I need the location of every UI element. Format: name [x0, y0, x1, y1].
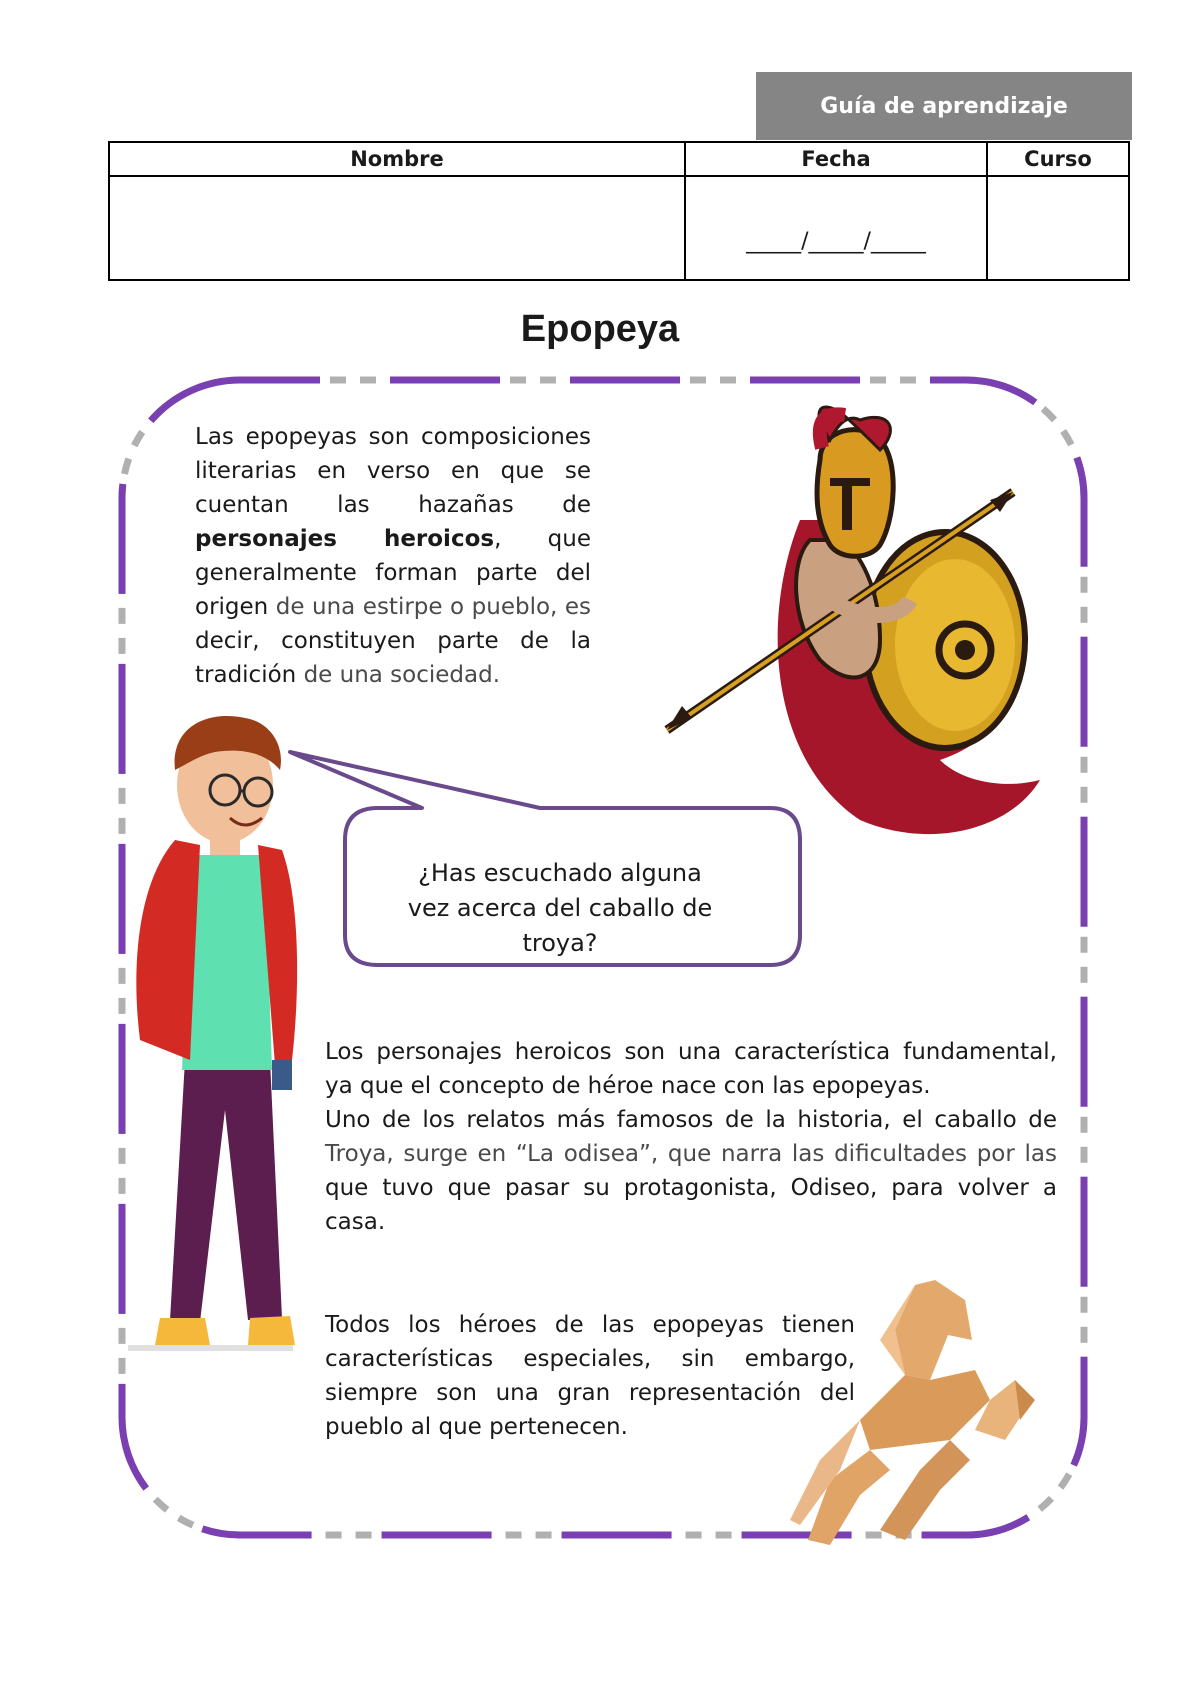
header-banner: Guía de aprendizaje — [756, 72, 1132, 140]
intro-paragraph: Las epopeyas son composiciones literarias en verso en que se cuentan las hazañas de personajes heroicos, que generalmente forman parte del origen de una estirpe o pueblo, es decir, constituyen parte de la tradición de una sociedad. — [195, 424, 591, 688]
closing-paragraph: Todos los héroes de las epopeyas tienen características especiales, sin embargo, siempre son una gran representación del pueblo al que pertenecen. — [325, 1312, 855, 1440]
name-column-header: Nombre — [109, 142, 685, 176]
date-blank: _____/_____/_____ — [746, 228, 926, 254]
body-text-2: Uno de los relatos más famosos de la historia, el caballo de Troya, surge en “La odisea”, que narra las dificultades por las que tuvo que pasar su protagonista, Odiseo, para volver a casa. — [325, 1107, 1057, 1235]
body-text-1: Los personajes heroicos son una característica fundamental, ya que el concepto de héroe nace con las epopeyas. — [325, 1039, 1057, 1099]
speech-bubble-text: ¿Has escuchado alguna vez acerca del caballo de troya? — [407, 859, 713, 957]
course-column-header: Curso — [987, 142, 1129, 176]
page-title: Epopeya — [520, 308, 680, 350]
date-column-header: Fecha — [685, 142, 987, 176]
